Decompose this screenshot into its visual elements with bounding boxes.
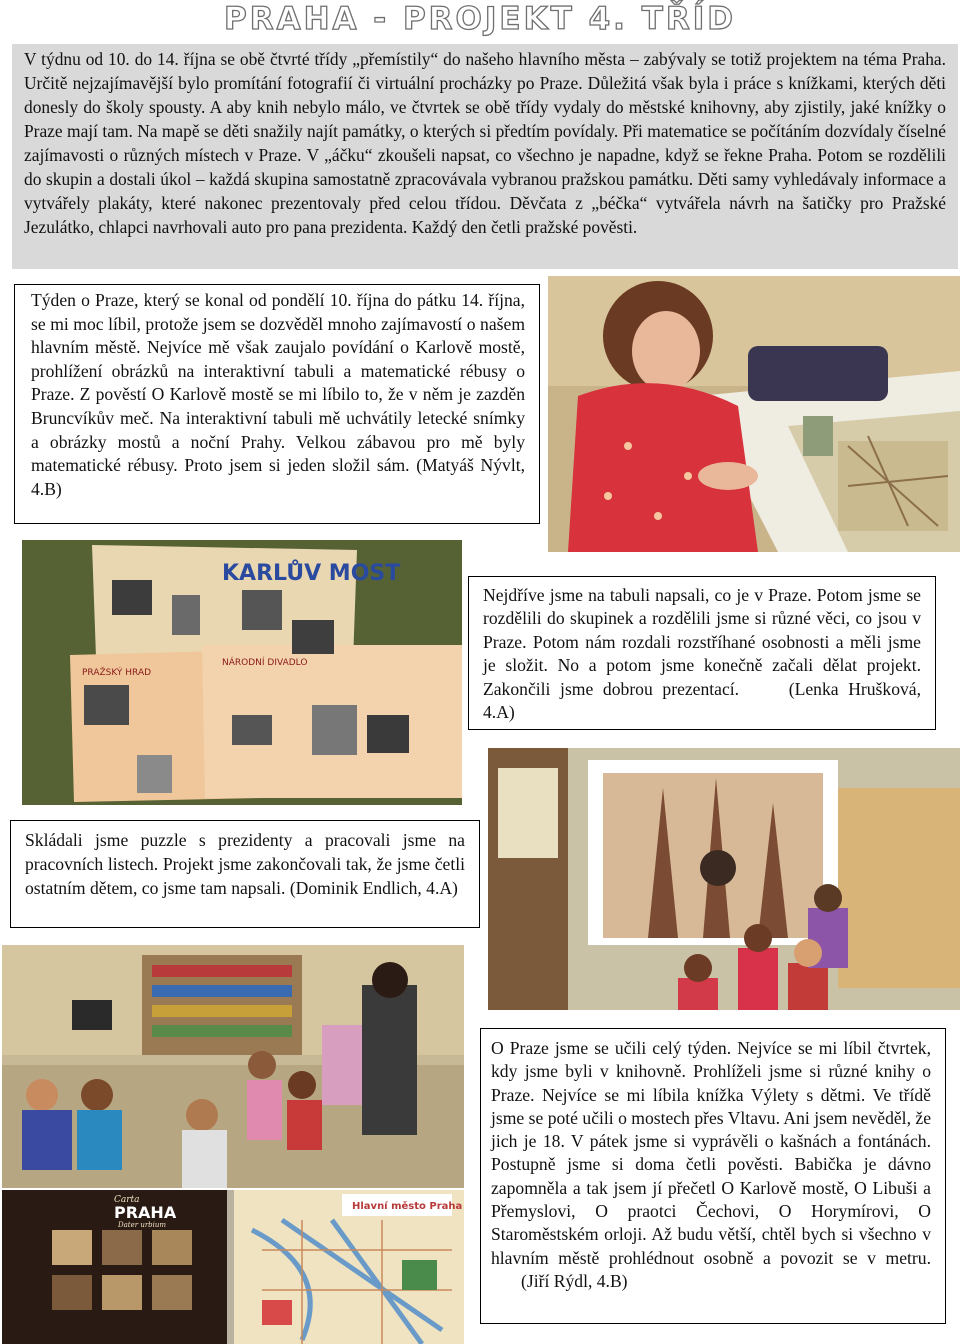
- intro-box: [12, 44, 958, 269]
- quote-text-lenka: Nejdříve jsme na tabuli napsali, co je v Praze. Potom jsme se rozdělili do skupinek a rozdělili jsme si různé věci, co jsou v Praze. Potom nám rozdali rozstříhané osobnosti a měli jsme je složit. No a potom jsme konečně začali dělat projekt. Zakončili jsme dobrou prezentací.: [483, 585, 921, 699]
- quote-box-dominik: [10, 820, 480, 928]
- quote-text-jiri: O Praze jsme se učili celý týden. Nejvíce se mi líbil čtvrtek, kdy jsme byli v knihovně. Prohlíželi jsme si různé knihy o Praze. Nejvíce se mi líbila knížka Výlety s dětmi. Ve třídě jsme se poté učili o mostech přes Vltavu. Ani jsem nevěděl, že jich je 18. V pátek jsme si vyprávěli o kašnách a fontánách. Postupně jsme si doma četli pověsti. Babička je dávno zapomněla a tak jsem jí přečetl O Karlově mostě, O Libuši a Přemyslovi, O praotci Čechovi, O Horymírovi, O Staroměstském orloji. Až budu větší, chtěl bych si všechno v hlavním městě prohlédnout osobně a povozit se v metru.: [491, 1038, 931, 1268]
- quote-box-lenka: [468, 576, 936, 730]
- quote-author-jiri: (Jiří Rýdl, 4.B): [521, 1270, 628, 1291]
- photo-interactive-whiteboard: [488, 748, 960, 1010]
- poster-small-text-1: PRAŽSKÝ HRAD: [82, 668, 152, 678]
- quote-author-lenka: (Lenka Hrušková, 4.A): [483, 678, 921, 723]
- quote-box-jiri: [480, 1028, 946, 1324]
- photo-girl-with-map: [548, 276, 960, 552]
- quote-text-matyas: Týden o Praze, který se konal od pondělí 10. října do pátku 14. října, se mi moc líbil, protože jsem se dozvěděl mnoho zajímavostí o našem hlavním městě. Nejvíce mě však zaujalo povídání o Karlově mostě, prohlížení obrázků na interaktivní tabuli a matematické rébusy o Praze. Z pověstí O Karlově mostě se mi líbilo to, že v něm je zazděn Bruncvíkův meč. Na interaktivní tabuli mě uchvátily letecké snímky a obrázky mostů a noční Prahy. Velkou zábavou pro mě byly matematické rébusy. Proto jsem si jeden složil sám. (Matyáš Nývlt, 4.B): [31, 290, 525, 499]
- intro-paragraph: V týdnu od 10. do 14. října se obě čtvrté třídy „přemístily“ do našeho hlavního města – zabývaly se totiž projektem na téma Praha. Určitě nejzajímavější bylo promítání fotografií či virtuální procházky po Praze. Důležitá však byla i práce s knížkami, kterých děti donesly do školy spousty. A aby knih nebylo málo, ve čtvrtek se obě třídy vydaly do městské knihovny, aby zjistily, jaké knížky o Praze mají tam. Na mapě se děti snažily najít památky, o kterých si předtím povídaly. Při matematice se počítáním dozvídaly číselné zajímavosti o různých místech v Praze. V „áčku“ zkoušeli napsat, co všechno je napadne, když se řekne Praha. Potom se rozdělili do skupin a dostali úkol – každá skupina samostatně zpracovávala vybranou pražskou památku. Děti samy vyhledávaly informace a vytvářely plakáty, které nakonec prezentovaly před celou třídou. Děvčata z „béčka“ vytvářela návrh na šatičky pro Pražské Jezulátko, chlapci navrhovali auto pro pana prezidenta. Každý den četli pražské pověsti.: [24, 49, 946, 237]
- photo-prague-books: [2, 1190, 464, 1344]
- quote-box-matyas: [14, 284, 540, 524]
- quote-text-dominik: Skládali jsme puzzle s prezidenty a pracovali jsme na pracovních listech. Projekt jsme zakončovali tak, že jsme četli ostatním dětem, co jsme tam napsali. (Dominik Endlich, 4.A): [25, 830, 465, 898]
- quote-text-jiri-wrapper: [491, 1037, 931, 1293]
- poster-heading-text: KARLŮV MOST: [222, 561, 401, 586]
- page-title: PRAHA - PROJEKT 4. TŘÍD: [223, 1, 736, 37]
- book-left-title: PRAHA: [114, 1203, 177, 1222]
- quote-text-lenka-wrapper: [483, 584, 921, 724]
- book-right-title: Hlavní město Praha: [352, 1201, 463, 1212]
- poster-small-text-2: NÁRODNÍ DIVADLO: [222, 658, 308, 668]
- photo-posters-on-floor: [22, 540, 462, 805]
- book-left-subtitle: Dater urbium: [118, 1221, 167, 1229]
- photo-library-reading: [2, 945, 464, 1188]
- book-left-brand: Carta: [114, 1195, 140, 1205]
